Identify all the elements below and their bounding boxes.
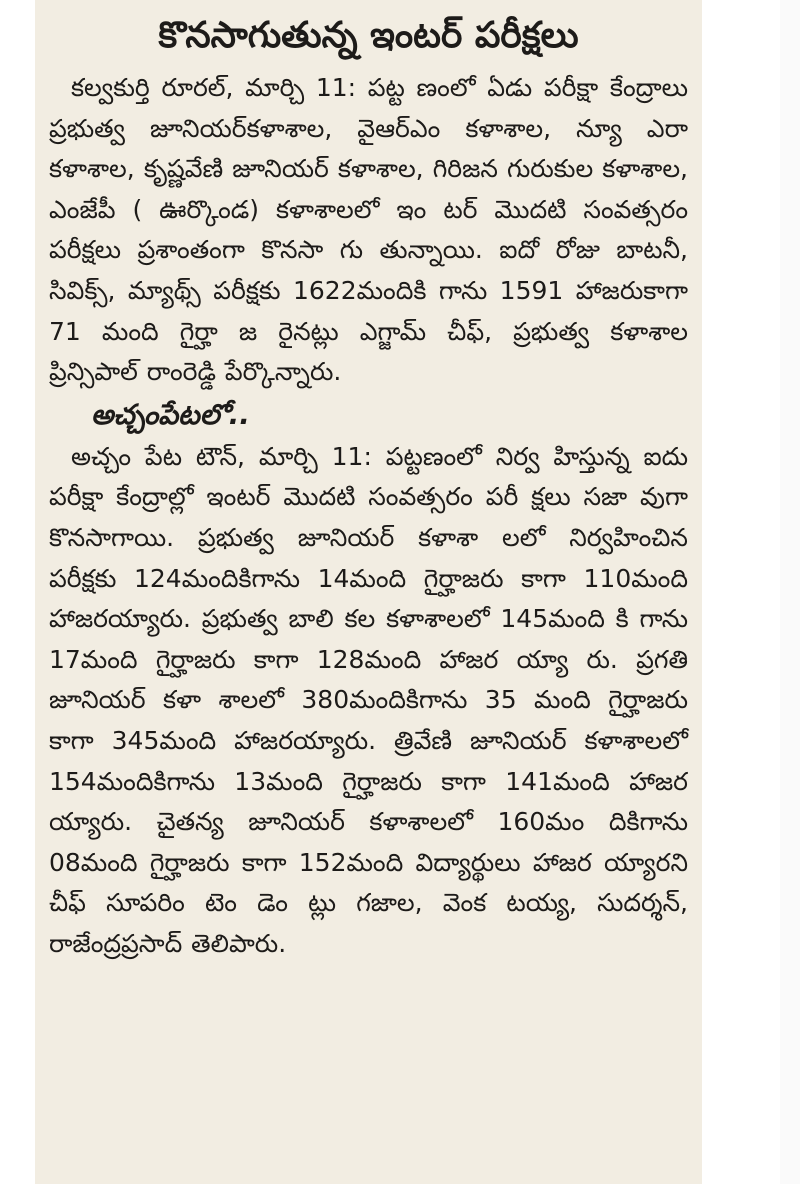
headline: కొనసాగుతున్న ఇంటర్ పరీక్షలు (158, 15, 579, 56)
article-paragraph-achampet: అచ్చం పేట టౌన్, మార్చి 11: పట్టణంలో నిర్వ హిస్తున్న ఐదు పరీక్షా కేంద్రాల్లో ఇంటర్ మొదటి సంవత్సరం పరీ క్షలు సజా వుగా కొనసాగాయి. ప్రభుత్వ జూనియర్ కళాశా లలో నిర్వహించిన పరీక్షకు 124మందికిగాను 14మంది గైర్హాజరు కాగా 110మంది హాజరయ్యారు. ప్రభుత్వ బాలి కల కళాశాలలో 145మంది కి గాను 17మంది గైర్హాజరు కాగా 128మంది హాజర య్యా రు. ప్రగతి జూనియర్ కళా శాలలో 380మందికిగాను 35 మంది గైర్హాజరు కాగా 345మంది హాజరయ్యారు. త్రివేణి జూనియర్ కళాశాలలో 154మందికిగాను 13మంది గైర్హాజరు కాగా 141మంది హాజర య్యారు. చైతన్య జూనియర్ కళాశాలలో 160మం దికిగాను 08మంది గైర్హాజరు కాగా 152మంది విద్యార్థులు హాజర య్యారని చీఫ్ సూపరిం టెం డెం ట్లు గజాల, వెంక టయ్య, సుదర్శన్, రాజేంద్రప్రసాద్ తెలిపారు. (49, 441, 688, 958)
article-paragraph-kalwakurthy: కల్వకుర్తి రూరల్, మార్చి 11: పట్ట ణంలో ఏడు పరీక్షా కేంద్రాలు ప్రభుత్వ జూనియర్‌కళాశాల, వైఆర్ఎం కళాశాల, న్యూ ఎరా కళాశాల, కృష్ణవేణి జూనియర్ కళాశాల, గిరిజన గురుకుల కళాశాల, ఎంజేపీ ( ఊర్కొండ) కళాశాలలో ఇం టర్ మొదటి సంవత్సరం పరీక్షలు ప్రశాంతంగా కొనసా గు తున్నాయి. ఐదో రోజు బాటనీ, సివిక్స్, మ్యాథ్స్ పరీక్షకు 1622మందికి గాను 1591 హాజరుకాగా 71 మంది గైర్హా జ రైనట్లు ఎగ్జామ్ చీఫ్, ప్రభుత్వ కళాశాల ప్రిన్సిపాల్ రాంరెడ్డి పేర్కొన్నారు. (49, 73, 688, 387)
page-edge (780, 0, 800, 1184)
subheading-achampet: అచ్చంపేటలో.. (91, 397, 250, 431)
news-clipping (35, 0, 702, 1184)
